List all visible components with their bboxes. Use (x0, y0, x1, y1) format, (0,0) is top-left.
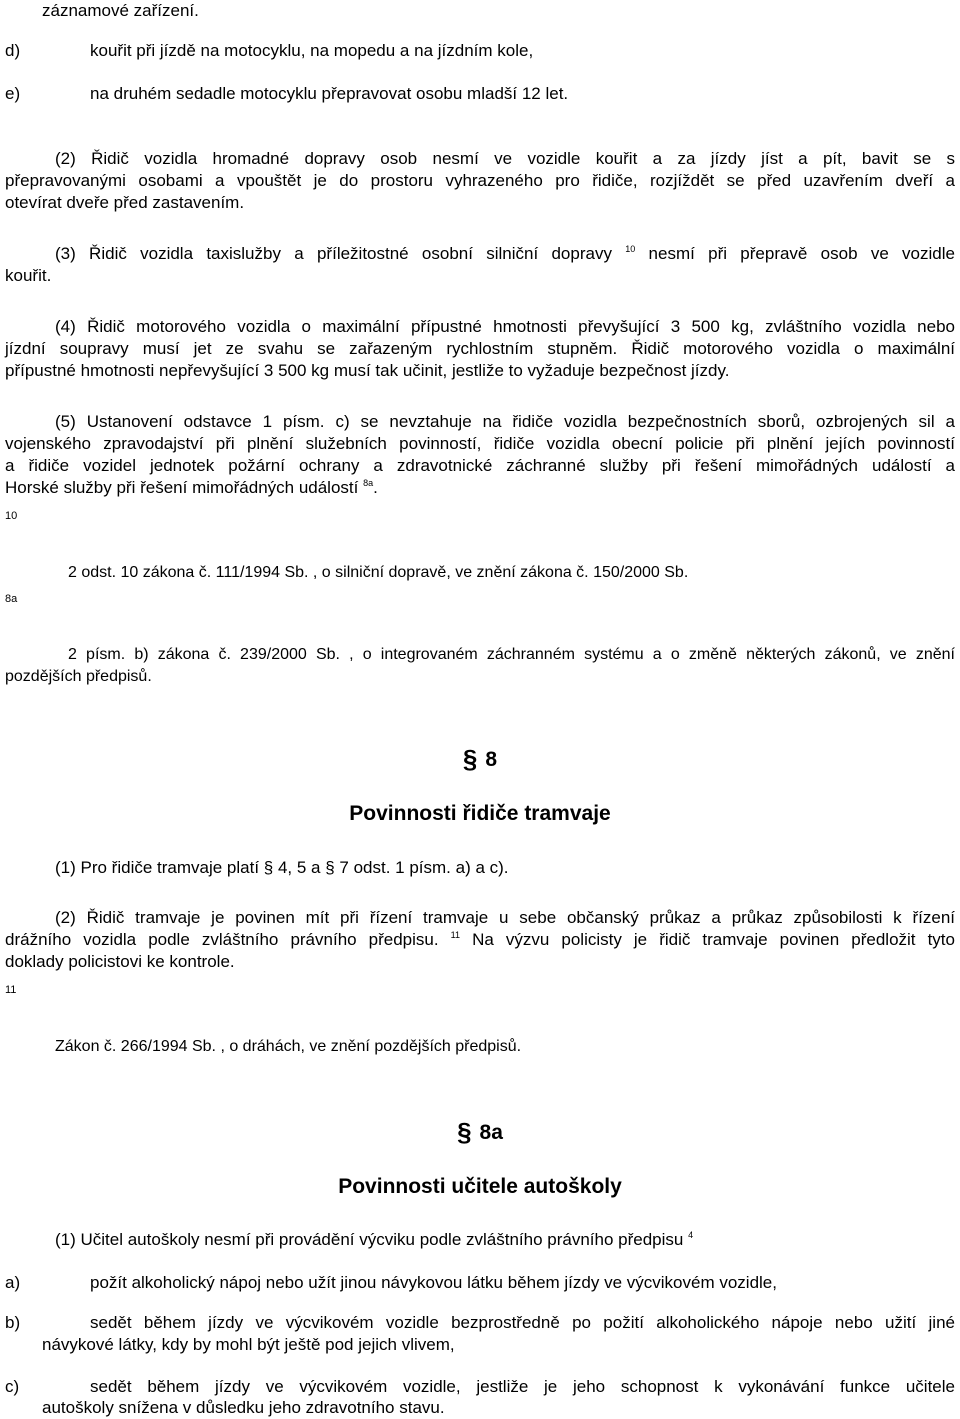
item-text-b: sedět během jízdy ve výcvikovém vozidle bezprostředně po požití alkoholického nápoje nebo užití jiné (90, 1313, 955, 1332)
footnote-text-10: 2 odst. 10 zákona č. 111/1994 Sb. , o silniční dopravě, ve znění zákona č. 150/2000 Sb. (68, 564, 689, 581)
paragraph-line: doklady policistovi ke kontrole. (5, 952, 235, 971)
paragraph-line: otevírat dveře před zastavením. (5, 193, 245, 212)
section-title-8: Povinnosti řidiče tramvaje (349, 802, 611, 825)
section-number: 8a (479, 1121, 503, 1144)
text-span: (3) Řidič vozidla taxislužby a příležitostné osobní silniční dopravy (55, 244, 612, 263)
paragraph-line: a řidiče vozidel jednotek požární ochrany a zdravotnické záchranné služby při řešení mimořádných událostí a (5, 456, 955, 475)
footnote-ref-8a[interactable]: 8a (363, 478, 374, 488)
item-label-e: e) (5, 84, 21, 103)
item-text-a: požít alkoholický nápoj nebo užít jinou návykovou látku během jízdy ve výcvikovém vozidle, (90, 1273, 777, 1292)
continued-text: záznamové zařízení. (42, 1, 199, 20)
paragraph-line: kouřit. (5, 266, 52, 285)
footnote-ref-10[interactable]: 10 (625, 244, 636, 254)
paragraph-line: přepravovanými osobami a vpouštět je do prostoru vyhrazeného pro řidiče, rozjíždět se před uzavřením dveří a (5, 171, 955, 190)
paragraph-line: jízdní soupravy musí jet ze svahu se zařazeným rychlostním stupněm. Řidič motorového vozidla o maximální (5, 339, 955, 358)
footnote-text-8a-cont: pozdějších předpisů. (5, 668, 152, 685)
text-span: Horské služby při řešení mimořádných událostí (5, 478, 359, 497)
item-text-d: kouřit při jízdě na motocyklu, na mopedu a na jízdním kole, (90, 41, 534, 60)
item-text-e: na druhém sedadle motocyklu přepravovat osobu mladší 12 let. (90, 84, 569, 103)
paragraph-line: vojenského zpravodajství při plnění služebních povinností, řidiče vozidla obecní policie při plnění jejích povinností (5, 434, 955, 453)
item-text-b-cont: návykové látky, kdy by mohl být ještě pod jejich vlivem, (42, 1335, 455, 1354)
item-label-b: b) (5, 1313, 21, 1332)
section-title-8a: Povinnosti učitele autoškoly (338, 1175, 622, 1198)
text-span: (1) Učitel autoškoly nesmí při provádění výcviku podle zvláštního právního předpisu (55, 1230, 684, 1249)
footnote-mark-8a: 8a (5, 593, 18, 605)
item-text-c: sedět během jízdy ve výcvikovém vozidle, jestliže je jeho schopnost k vykonávání funkce učitele (90, 1377, 955, 1396)
text-span: Na výzvu policisty je řidič tramvaje povinen předložit tyto (472, 930, 955, 949)
item-label-a: a) (5, 1273, 21, 1292)
paragraph-line: (5) Ustanovení odstavce 1 písm. c) se nevztahuje na řidiče vozidla bezpečnostních sborů, ozbrojených sil a (55, 412, 955, 431)
section-sign-icon: § (462, 744, 478, 774)
section-number-8a (0, 1119, 960, 1146)
paragraph-line (55, 243, 955, 265)
paragraph-line: (2) Řidič tramvaje je povinen mít při řízení tramvaje u sebe občanský průkaz a průkaz způsobilosti k řízení (55, 908, 955, 927)
item-label-c: c) (5, 1377, 20, 1396)
paragraph-line: přípustné hmotnosti nepřevyšující 3 500 kg musí tak učinit, jestliže to vyžaduje bezpečnost jízdy. (5, 361, 730, 380)
paragraph-line: (2) Řidič vozidla hromadné dopravy osob nesmí ve vozidle kouřit a za jízdy jíst a pít, bavit se s (55, 149, 955, 168)
text-span: . (373, 478, 378, 497)
footnote-ref-4[interactable]: 4 (688, 1230, 694, 1240)
footnote-mark-10: 10 (5, 510, 18, 522)
section-number: 8 (485, 748, 498, 771)
footnote-mark-11: 11 (5, 984, 17, 996)
section-sign-icon: § (457, 1117, 472, 1147)
item-label-d: d) (5, 41, 21, 60)
footnote-text-8a: 2 písm. b) zákona č. 239/2000 Sb. , o integrovaném záchranném systému a o změně některých zákonů, ve znění (68, 646, 955, 663)
section-8-para-1: (1) Pro řidiče tramvaje platí § 4, 5 a § 7 odst. 1 písm. a) a c). (55, 858, 509, 877)
text-span: nesmí při přepravě osob ve vozidle (648, 244, 955, 263)
item-text-c-cont: autoškoly snížena v důsledku jeho zdravotního stavu. (42, 1398, 445, 1417)
section-number-8 (0, 746, 960, 773)
section-8a-para-1 (55, 1229, 693, 1251)
paragraph-line (5, 929, 955, 951)
paragraph-line (5, 477, 378, 499)
footnote-ref-11[interactable]: 11 (450, 930, 461, 940)
text-span: drážního vozidla podle zvláštního právního předpisu. (5, 930, 439, 949)
footnote-text-11: Zákon č. 266/1994 Sb. , o dráhách, ve znění pozdějších předpisů. (55, 1038, 522, 1055)
paragraph-line: (4) Řidič motorového vozidla o maximální přípustné hmotnosti převyšující 3 500 kg, zvláštního vozidla nebo (55, 317, 955, 336)
